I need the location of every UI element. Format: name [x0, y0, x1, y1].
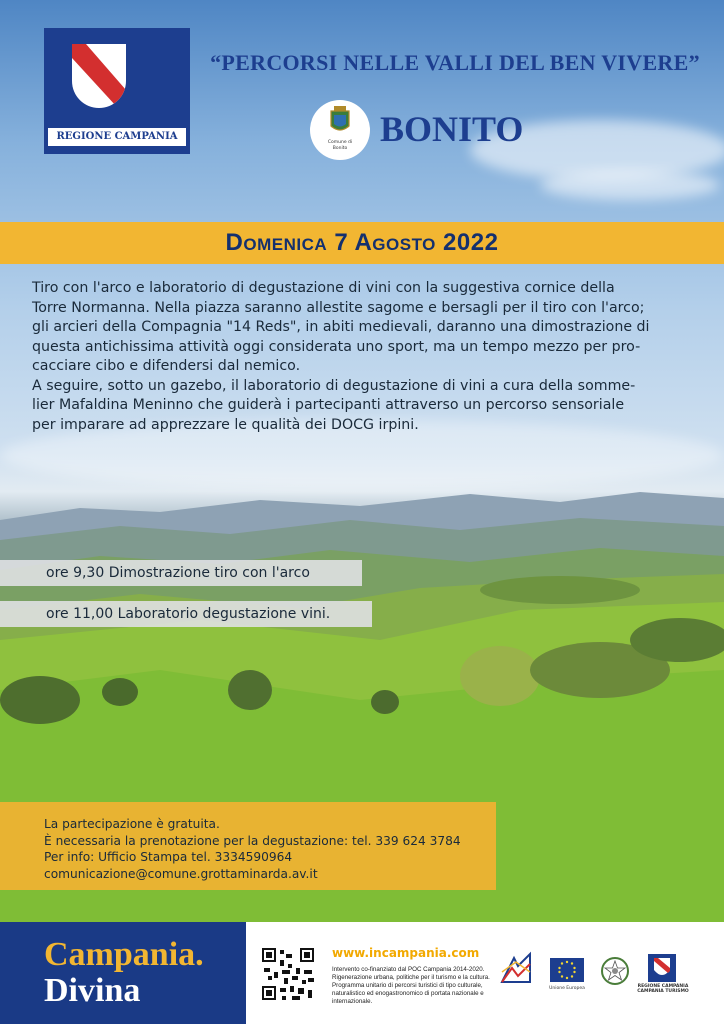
date-band: [0, 222, 724, 264]
info-email-link[interactable]: comunicazione@comune.grottaminarda.av.it: [44, 866, 318, 881]
qr-code-icon[interactable]: [260, 946, 316, 1002]
event-description: [32, 279, 694, 435]
footer: [0, 922, 724, 1024]
info-booking-phone: È necessaria la prenotazione per la degustazione: tel. 339 624 3784: [44, 833, 461, 848]
description-line: Torre Normanna. Nella piazza saranno allestite sagome e bersagli per il tiro con l'arco;: [32, 299, 645, 316]
schedule-item-archery: ore 9,30 Dimostrazione tiro con l'arco: [0, 560, 362, 586]
info-box: [0, 802, 496, 890]
description-line: lier Mafaldina Meninno che guiderà i partecipanti attraverso un percorso sensoriale: [32, 397, 625, 413]
funding-text: Intervento co-finanziato dal POC Campania 2014-2020. Rigenerazione urbana, politiche per il turismo e la cultura. Programma unitario di percorsi turistici di tipo culturale, naturalistico ed enogastronomico di portata nazionale e internazionale.: [332, 966, 490, 1005]
eu-caption: Unione Europea: [549, 986, 585, 991]
campania-divina-brand: [0, 922, 246, 1024]
italian-republic-emblem-icon: [600, 956, 630, 986]
event-date: Domenica 7 Agosto 2022: [225, 229, 499, 256]
description-line: questa antichissima attività oggi considerata uno sport, ma un tempo mezzo per pro-: [32, 338, 641, 355]
poc-campania-logo-icon: [498, 950, 534, 986]
regione-label: REGIONE CAMPANIA: [48, 128, 186, 146]
regione-campania-logo: [44, 28, 190, 154]
regione-campania-small-logo: [648, 954, 676, 982]
info-press-office-phone: Per info: Ufficio Stampa tel. 3334590964: [44, 850, 293, 864]
schedule-item-wine-tasting: ore 11,00 Laboratorio degustazione vini.: [0, 601, 372, 627]
brand-line-2: Divina: [44, 972, 141, 1009]
description-line: Tiro con l'arco e laboratorio di degustazione di vini con la suggestiva cornice della: [32, 280, 615, 296]
info-free-entry: La partecipazione è gratuita.: [44, 817, 220, 831]
eu-flag-icon: [550, 958, 584, 982]
comune-seal: [310, 100, 370, 160]
cloud: [540, 170, 720, 200]
description-line: per imparare ad apprezzare le qualità dei DOCG irpini.: [32, 416, 419, 433]
regione-shield-icon: [72, 44, 126, 108]
town-name: BONITO: [380, 109, 524, 149]
description-line: cacciare cibo e difendersi dal nemico.: [32, 358, 301, 374]
regione-small-caption: REGIONE CAMPANIA CAMPANIA TURISMO: [637, 984, 689, 994]
comune-caption: Comune di Bonito: [327, 140, 353, 151]
slogan-title: “PERCORSI NELLE VALLI DEL BEN VIVERE”: [210, 50, 700, 75]
town-crest-icon: [310, 100, 370, 140]
description-line: gli arcieri della Compagnia "14 Reds", in abiti medievali, daranno una dimostrazione di: [32, 319, 650, 335]
brand-line-1: Campania.: [44, 936, 204, 973]
description-line: A seguire, sotto un gazebo, il laboratorio di degustazione di vini a cura della somme-: [32, 377, 636, 394]
website-link[interactable]: www.incampania.com: [332, 946, 480, 960]
regione-small-shield-icon: [648, 954, 676, 982]
